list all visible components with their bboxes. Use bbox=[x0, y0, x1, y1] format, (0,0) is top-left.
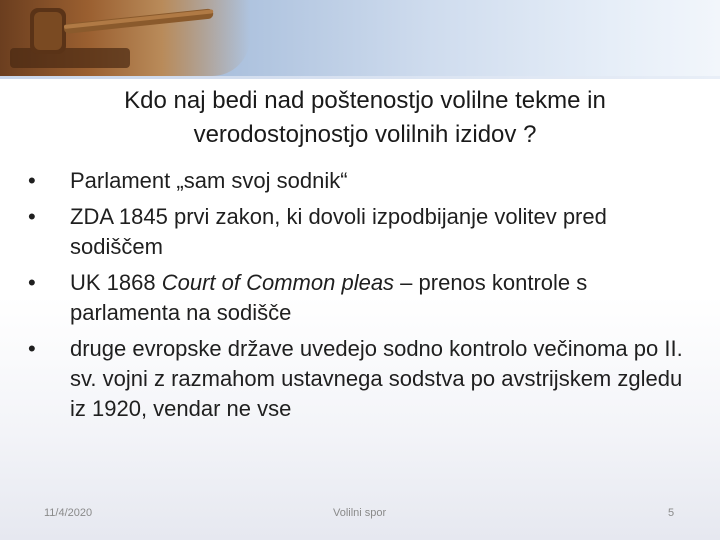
bullet-list bbox=[28, 166, 698, 430]
footer-date: 11/4/2020 bbox=[44, 507, 93, 519]
bullet-text-italic: Court of Common pleas bbox=[161, 270, 395, 295]
bullet-text: ZDA 1845 prvi zakon, ki dovoli izpodbijanje volitev pred sodiščem bbox=[70, 204, 607, 259]
header-banner bbox=[0, 0, 720, 76]
slide-title: Kdo naj bedi nad poštenostjo volilne tekme in verodostojnostjo volilnih izidov ? bbox=[124, 87, 606, 148]
gavel-image bbox=[0, 0, 250, 76]
footer-title: Volilni spor bbox=[333, 507, 387, 519]
bullet-item bbox=[28, 268, 698, 328]
bullet-text: druge evropske države uvedejo sodno kontrolo večinoma po II. sv. vojni z razmahom ustavnega sodstva po avstrijskem zgledu iz 1920, vendar ne vse bbox=[70, 336, 683, 421]
bullet-text-start: UK 1868 bbox=[70, 270, 162, 295]
bullet-item bbox=[28, 202, 698, 262]
page-number: 5 bbox=[668, 507, 675, 519]
bullet-text: Parlament „sam svoj sodnik“ bbox=[70, 168, 348, 193]
bullet-item bbox=[28, 166, 698, 196]
header-rule bbox=[0, 76, 720, 79]
bullet-text-end: – prenos kontrole s parlamenta na sodišče bbox=[70, 270, 588, 325]
bullet-item bbox=[28, 334, 698, 424]
gavel-icon bbox=[0, 0, 250, 76]
